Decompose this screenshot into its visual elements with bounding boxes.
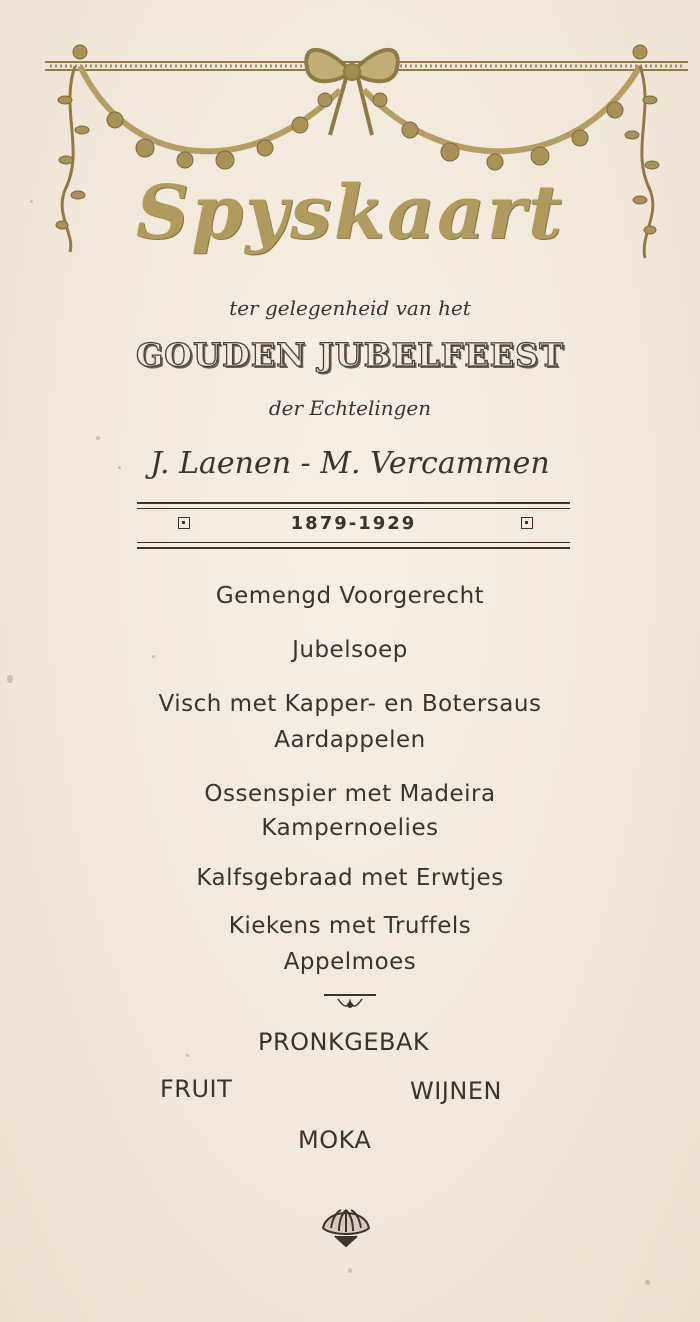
paper-spot [7, 675, 13, 683]
flourish-divider-icon [320, 990, 380, 1012]
years-text: 1879-1929 [290, 513, 417, 534]
band-rule [137, 502, 570, 504]
course-item: Jubelsoep [292, 637, 408, 663]
years-band [137, 502, 570, 550]
event-title: GOUDEN JUBELFEEST [135, 336, 565, 374]
paper-spot [186, 1054, 189, 1057]
course-item: Gemengd Voorgerecht [215, 583, 485, 609]
course-item: Aardappelen [274, 727, 426, 753]
menu-title: Spyskaart [135, 170, 565, 256]
paper-spot [30, 200, 33, 203]
paper-spot [118, 466, 121, 469]
course-item: Visch met Kapper- en Botersaus [158, 691, 542, 717]
course-item: Kampernoelies [261, 815, 439, 841]
shell-icon [317, 1198, 375, 1254]
paper-spot [152, 655, 155, 658]
course-item: Appelmoes [283, 949, 417, 975]
square-ornament-icon [521, 517, 533, 529]
band-rule [137, 542, 570, 543]
occasion-line: ter gelegenheid van het [229, 296, 471, 320]
fruit-label: FRUIT [160, 1075, 233, 1103]
course-item: Kalfsgebraad met Erwtjes [196, 865, 504, 891]
wines-label: WIJNEN [410, 1077, 502, 1105]
band-rule [137, 508, 570, 509]
course-item: Kiekens met Truffels [228, 913, 472, 939]
course-item: Ossenspier met Madeira [204, 781, 496, 807]
paper-spot [645, 1280, 650, 1285]
coffee-label: MOKA [298, 1126, 372, 1154]
couple-intro: der Echtelingen [268, 396, 432, 420]
couple-names: J. Laenen - M. Vercammen [150, 446, 550, 481]
paper-spot [96, 436, 100, 440]
pastry-label: PRONKGEBAK [258, 1028, 430, 1056]
band-rule [137, 547, 570, 549]
paper-spot [348, 1268, 352, 1273]
